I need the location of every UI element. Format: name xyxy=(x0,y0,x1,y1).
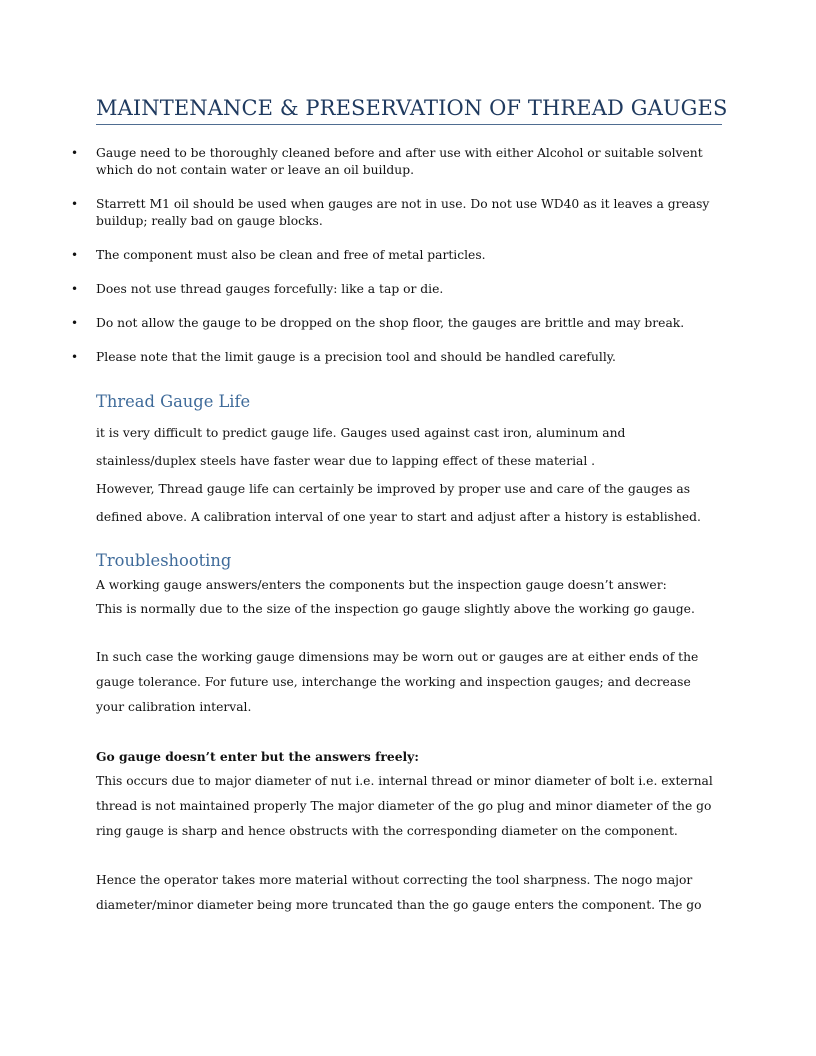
troubleshooting-line-1: A working gauge answers/enters the components but the inspection gauge doesn’t answer: xyxy=(96,578,667,592)
document-title: MAINTENANCE & PRESERVATION OF THREAD GAUGES xyxy=(96,96,722,125)
bullet-text: Does not use thread gauges forcefully: like a tap or die. xyxy=(96,282,444,296)
life-paragraph-1: it is very difficult to predict gauge life. Gauges used against cast iron, aluminum and stainless/duplex steels have faster wear due to lapping effect of these material . xyxy=(96,426,626,468)
bullet-text: The component must also be clean and free of metal particles. xyxy=(96,248,486,262)
bullet-item xyxy=(71,315,722,332)
bullet-text: Starrett M1 oil should be used when gauges are not in use. Do not use WD40 as it leaves a greasy buildup; really bad on gauge blocks. xyxy=(96,197,710,228)
paragraph-spacer xyxy=(96,720,722,744)
bullet-dot-icon: • xyxy=(71,350,79,364)
bullet-item xyxy=(71,281,722,298)
bullet-text: Gauge need to be thoroughly cleaned before and after use with either Alcohol or suitable solvent which do not contain water or leave an oil buildup. xyxy=(96,146,703,177)
bullet-item xyxy=(71,145,722,179)
bullet-dot-icon: • xyxy=(71,316,79,330)
document-page xyxy=(71,96,728,918)
troubleshooting-paragraph-3: In such case the working gauge dimensions may be worn out or gauges are at either ends of the gauge tolerance. For future use, interchange the working and inspection gauges; and decrease your calibration interval. xyxy=(96,650,699,714)
bullet-dot-icon: • xyxy=(71,282,79,296)
paragraph-spacer xyxy=(96,844,722,868)
bullet-item xyxy=(71,196,722,230)
life-paragraph-2: However, Thread gauge life can certainly be improved by proper use and care of the gauges as defined above. A calibration interval of one year to start and adjust after a history is established. xyxy=(96,482,701,524)
troubleshooting-heading: Troubleshooting xyxy=(96,551,232,570)
bullet-text: Please note that the limit gauge is a precision tool and should be handled carefully. xyxy=(96,350,616,364)
bullet-dot-icon: • xyxy=(71,197,79,211)
bullet-item xyxy=(71,247,722,264)
maintenance-bullet-list xyxy=(71,145,722,366)
bullet-dot-icon: • xyxy=(71,248,79,262)
paragraph-spacer xyxy=(96,621,722,645)
bullet-text: Do not allow the gauge to be dropped on the shop floor, the gauges are brittle and may break. xyxy=(96,316,685,330)
bullet-item xyxy=(71,349,722,366)
troubleshooting-paragraph-4: This occurs due to major diameter of nut i.e. internal thread or minor diameter of bolt i.e. external thread is not maintained properly The major diameter of the go plug and minor diameter of the go ring gauge is sharp and hence obstructs with the corresponding diameter on the component. xyxy=(96,774,713,838)
bullet-dot-icon: • xyxy=(71,146,79,160)
go-gauge-subheading: Go gauge doesn’t enter but the answers freely: xyxy=(96,749,419,764)
thread-gauge-life-heading: Thread Gauge Life xyxy=(96,392,251,411)
troubleshooting-line-2: This is normally due to the size of the inspection go gauge slightly above the working go gauge. xyxy=(96,602,695,616)
troubleshooting-paragraph-5: Hence the operator takes more material without correcting the tool sharpness. The nogo major diameter/minor diameter being more truncated than the go gauge enters the component. The go xyxy=(96,873,702,912)
